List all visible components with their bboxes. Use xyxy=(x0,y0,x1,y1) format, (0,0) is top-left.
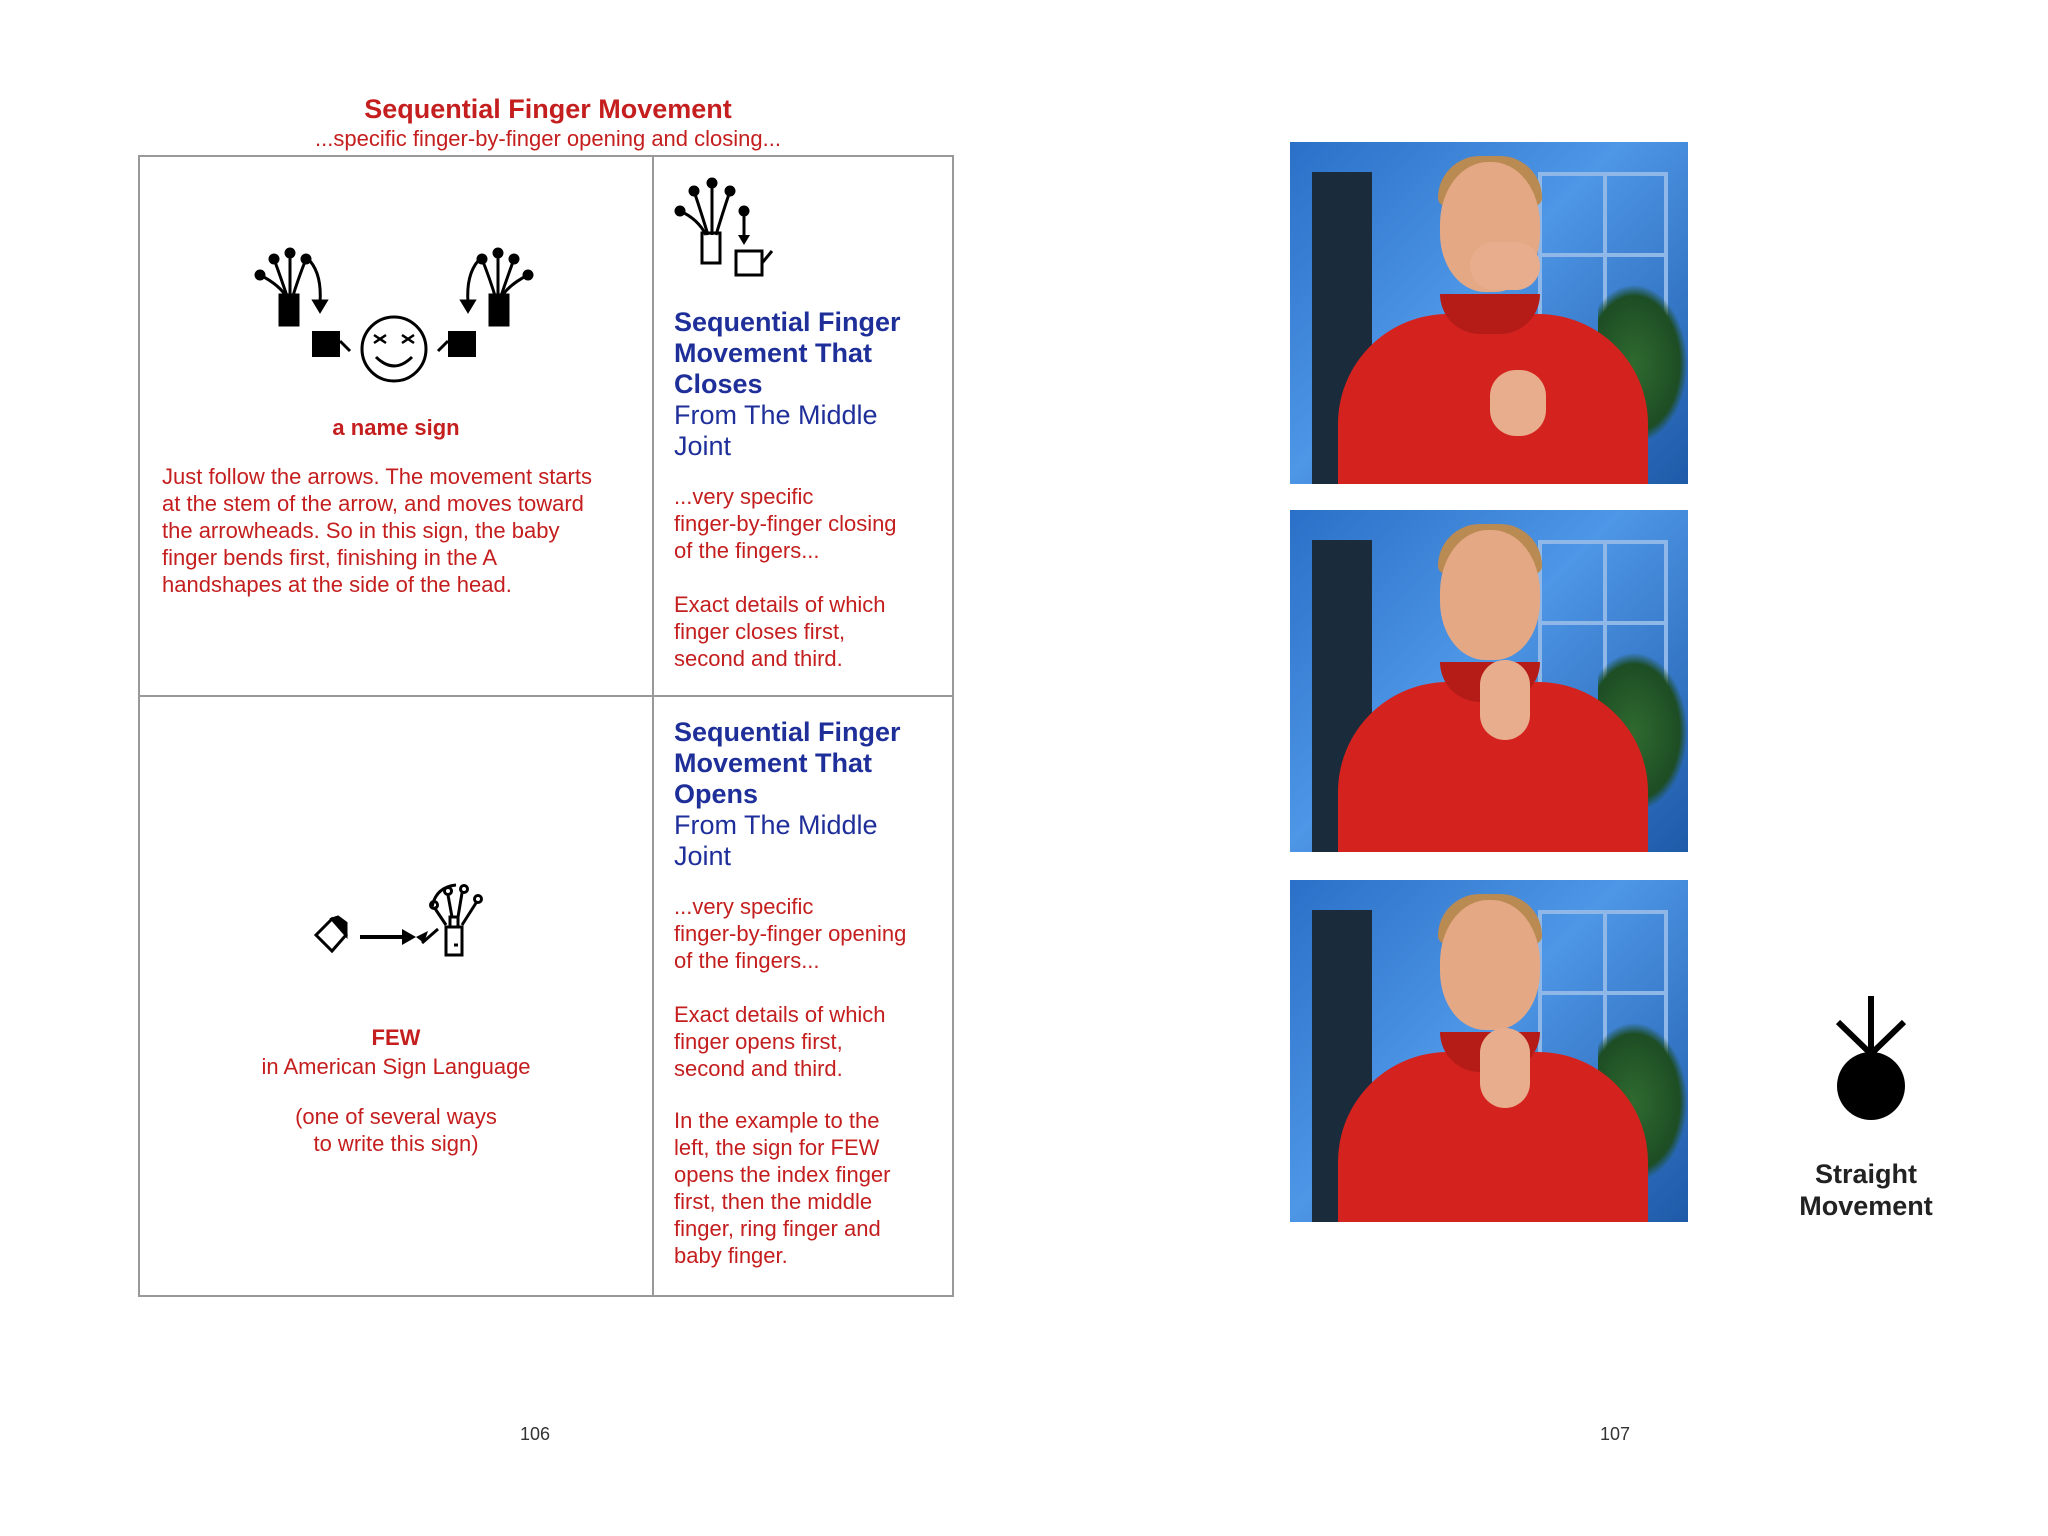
photo-frame-1 xyxy=(1290,142,1688,484)
opening-details-text: Exact details of which finger opens first, second and third. xyxy=(674,1002,886,1081)
cell-closing-description xyxy=(654,157,954,695)
page-number-right: 107 xyxy=(1600,1424,1631,1444)
closing-hand-symbol-icon xyxy=(672,175,782,285)
name-sign-caption: a name sign xyxy=(332,415,460,440)
sign-table xyxy=(138,155,954,1297)
few-caption-language: in American Sign Language xyxy=(261,1054,531,1079)
photo-frame-2 xyxy=(1290,510,1688,852)
name-sign-symbol-icon xyxy=(250,245,550,395)
opening-example-text: In the example to the left, the sign for FEW opens the index finger first, then the middle finger, ring finger and baby finger. xyxy=(674,1108,891,1268)
straight-movement-label: Straight Movement xyxy=(1799,1159,1933,1221)
straight-movement-icon xyxy=(1826,996,1916,1126)
few-sign-symbol-icon xyxy=(310,877,490,967)
page-subtitle: ...specific finger-by-finger opening and closing... xyxy=(315,126,781,151)
photo-frame-3 xyxy=(1290,880,1688,1222)
page-number-left: 106 xyxy=(520,1424,551,1444)
few-note: (one of several ways to write this sign) xyxy=(295,1104,497,1156)
name-sign-explanation: Just follow the arrows. The movement starts at the stem of the arrow, and moves toward the arrowheads. So in this sign, the baby finger bends first, finishing in the A handshapes at the side of the head. xyxy=(162,464,592,597)
opening-description-text: ...very specific finger-by-finger opening of the fingers... xyxy=(674,894,907,973)
few-caption: FEW xyxy=(371,1025,421,1050)
cell-name-sign xyxy=(140,157,652,695)
cell-opening-description xyxy=(654,697,954,1297)
cell-few-sign xyxy=(140,697,652,1297)
opening-heading: Sequential Finger Movement That Opens From The Middle Joint xyxy=(674,717,901,871)
page-title: Sequential Finger Movement xyxy=(364,94,732,124)
closing-heading: Sequential Finger Movement That Closes From The Middle Joint xyxy=(674,307,901,461)
closing-description-text: ...very specific finger-by-finger closing of the fingers... xyxy=(674,484,897,563)
closing-details-text: Exact details of which finger closes first, second and third. xyxy=(674,592,886,671)
